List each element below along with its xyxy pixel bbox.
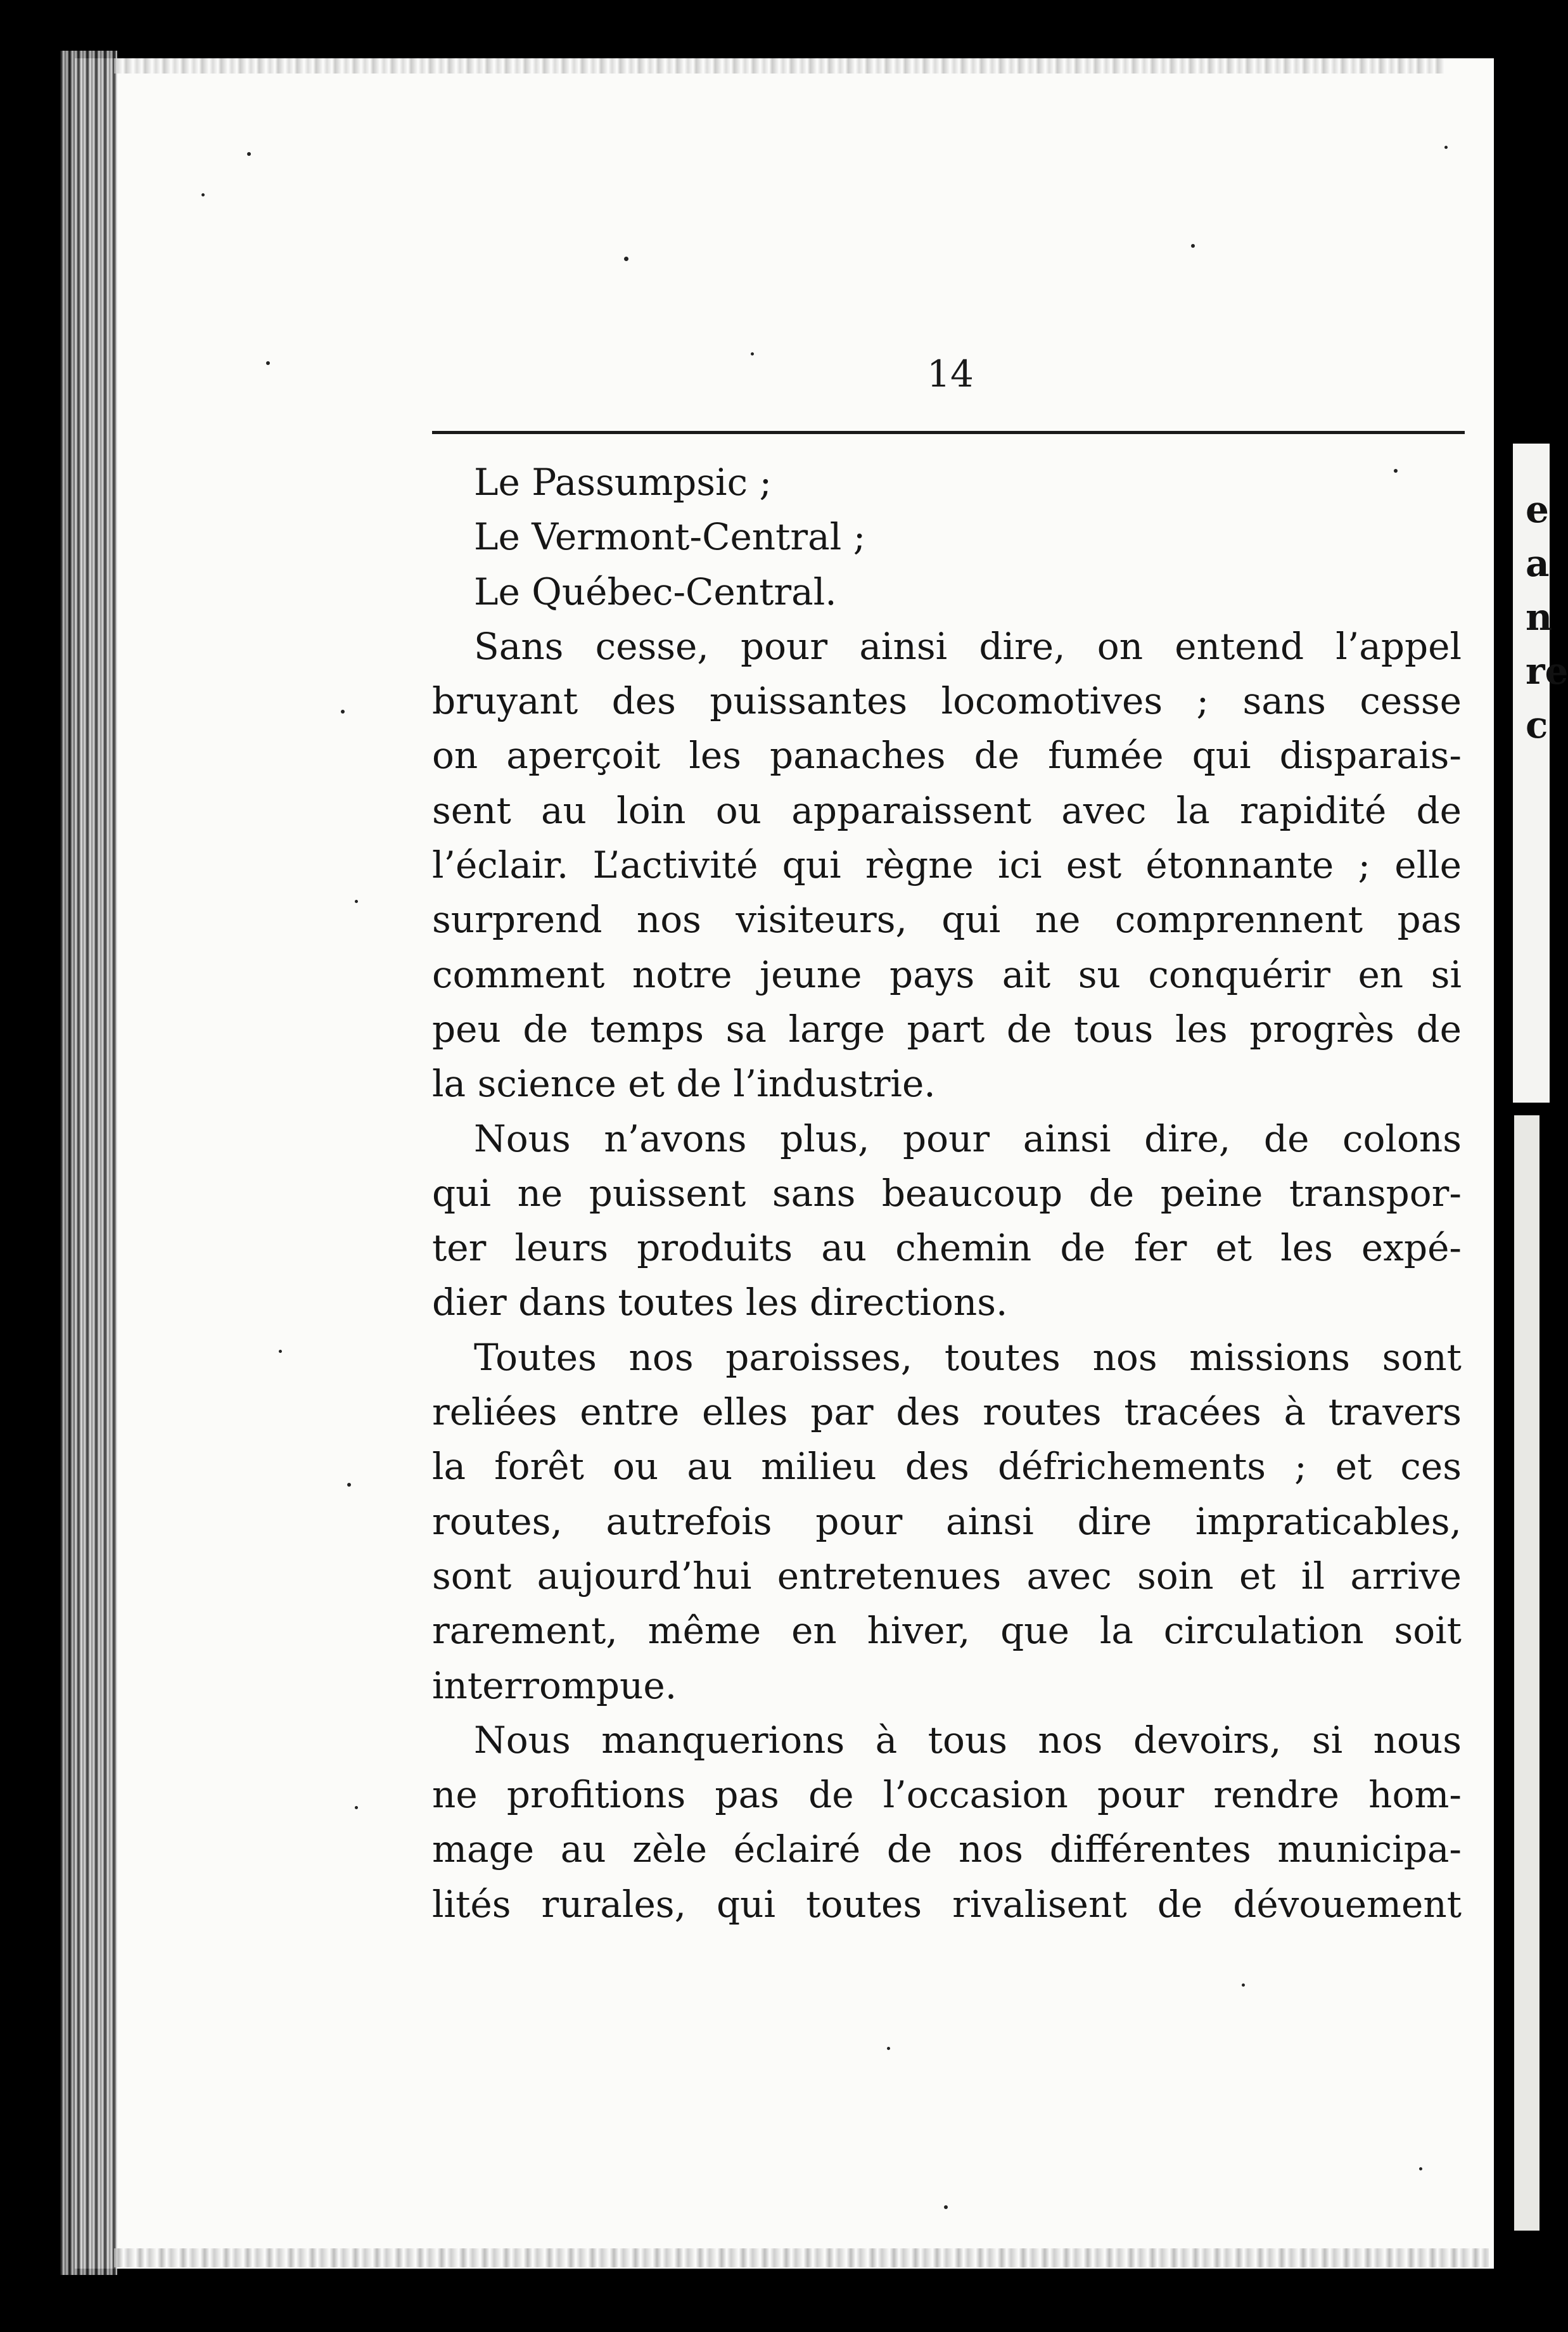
text-line: Toutes nos paroisses, toutes nos missions sont xyxy=(474,1335,1462,1379)
neighbour-page-edge-lower xyxy=(1514,1115,1539,2231)
scan-speck xyxy=(247,152,251,156)
neighbour-page-fragment: re xyxy=(1526,650,1568,693)
text-line: dier dans toutes les directions. xyxy=(432,1281,1008,1324)
text-line: mage au zèle éclairé de nos différentes municipa- xyxy=(432,1828,1462,1871)
text-line: routes, autrefois pour ainsi dire impraticables, xyxy=(432,1499,1462,1543)
scan-speck xyxy=(1444,146,1448,149)
body-text xyxy=(432,455,1462,1932)
scan-speck xyxy=(266,361,270,365)
text-line: comment notre jeune pays ait su conquérir en si xyxy=(432,952,1462,996)
text-line: ter leurs produits au chemin de fer et les expé- xyxy=(432,1226,1462,1270)
text-line: sont aujourd’hui entretenues avec soin et il arrive xyxy=(432,1554,1462,1598)
text-line: rarement, même en hiver, que la circulation soit xyxy=(432,1609,1462,1653)
text-line: qui ne puissent sans beaucoup de peine transpor- xyxy=(432,1171,1462,1215)
text-line: lités rurales, qui toutes rivalisent de dévouement xyxy=(432,1882,1462,1926)
bottom-edge-noise xyxy=(114,2248,1489,2267)
text-line: bruyant des puissantes locomotives ; sans cesse xyxy=(432,679,1462,723)
text-line: sent au loin ou apparaissent avec la rapidité de xyxy=(432,788,1462,832)
header-rule xyxy=(432,431,1465,434)
text-line: la science et de l’industrie. xyxy=(432,1062,936,1106)
neighbour-page-fragment: a xyxy=(1526,542,1550,585)
text-line: la forêt ou au milieu des défrichements ; et ces xyxy=(432,1445,1462,1489)
scan-speck xyxy=(355,900,358,903)
text-line: Sans cesse, pour ainsi dire, on entend l’appel xyxy=(474,624,1462,668)
scan-speck xyxy=(1419,2167,1422,2170)
scan-speck xyxy=(201,193,205,196)
text-line: Le Québec-Central. xyxy=(474,570,837,613)
top-edge-noise xyxy=(114,58,1444,74)
neighbour-page-fragment: n xyxy=(1526,596,1553,639)
text-line: peu de temps sa large part de tous les progrès de xyxy=(432,1007,1462,1051)
scan-speck xyxy=(1191,244,1195,248)
text-line: ne profitions pas de l’occasion pour rendre hom- xyxy=(432,1773,1462,1817)
scan-speck xyxy=(944,2205,948,2209)
text-line: Nous manquerions à tous nos devoirs, si nous xyxy=(474,1718,1462,1762)
scan-speck xyxy=(624,257,628,261)
neighbour-page-fragment: c xyxy=(1526,703,1548,746)
scan-speck xyxy=(751,352,754,356)
scan-speck xyxy=(1394,469,1398,473)
text-line: Le Vermont-Central ; xyxy=(474,515,866,559)
text-line: Le Passumpsic ; xyxy=(474,461,772,504)
scan-speck xyxy=(279,1350,282,1353)
text-line: surprend nos visiteurs, qui ne comprennent pas xyxy=(432,898,1462,942)
neighbour-page-fragment: e xyxy=(1526,488,1549,531)
scan-speck xyxy=(887,2047,890,2050)
text-line: interrompue. xyxy=(432,1663,677,1707)
text-line: Nous n’avons plus, pour ainsi dire, de colons xyxy=(474,1117,1462,1160)
page-number: 14 xyxy=(927,352,974,395)
scan-speck xyxy=(1242,1983,1245,1987)
text-line: reliées entre elles par des routes tracées à travers xyxy=(432,1390,1462,1434)
binding-gutter xyxy=(60,51,117,2275)
scan-speck xyxy=(355,1806,358,1809)
text-line: l’éclair. L’activité qui règne ici est étonnante ; elle xyxy=(432,843,1462,887)
scan-speck xyxy=(347,1483,351,1487)
text-line: on aperçoit les panaches de fumée qui disparais- xyxy=(432,734,1462,778)
scan-speck xyxy=(341,710,345,714)
